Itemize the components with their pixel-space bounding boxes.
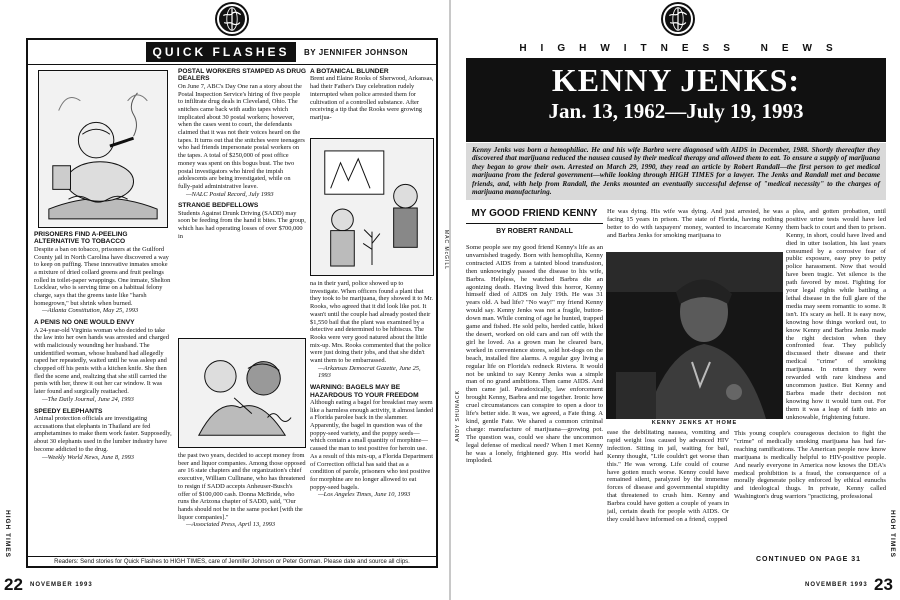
story-text: A 24-year-old Virginia woman who decided to take the law into her own hands was arrested and charged with maliciously wounding her husband. The unidentified woman, whose husband had allegedly raped her repeatedly, waited until he was asleep and chopped off his penis with a kitchen knife. She then fled the scene and, realizing that she still carried the penis with her, threw it out her car window. It was later found and surgically reattached. [34, 326, 169, 396]
side-brand: HIGH TIMES [889, 510, 896, 558]
quick-flashes-column-2 [178, 68, 306, 336]
article-text: He was dying. His wife was dying. And just arrested, he was facing 15 years in prison. The state of Florida, having nothing better to do with taxpayers' money, wanted to incarcerate Kenny and Barbra Jenks for smoking marijuana to [607, 208, 783, 239]
photo-credit: ANDY SHUNACK [455, 390, 461, 442]
story-source: —NALC Postal Record, July 1993 [186, 190, 274, 198]
story-text: Animal protection officials are investigating accusations that elephants in Thailand are fed amphetamines to make them work faster. Supposedly, about 30 elephants used in the lumber industry have become addicted to the drug. [34, 414, 172, 453]
header-rule [28, 64, 436, 65]
issue-month: NOVEMBER 1993 [30, 582, 93, 588]
story-byline: BY ROBERT RANDALL [496, 228, 573, 235]
story-headline: STRANGE BEDFELLOWS [178, 202, 259, 210]
section-byline: BY JENNIFER JOHNSON [304, 48, 409, 57]
story-source: —Weekly World News, June 8, 1993 [42, 453, 135, 461]
article-text: ease the debilitating nausea, vomiting and rapid weight loss caused by advanced HIV infection. Sitting in jail, waiting for bail, Kenny thought, "Life couldn't get worse than this." He was wrong. Life could of course have gotten much worse. Kenny could have remained silent, paralyzed by the immense forces of disease and governmental stupidity that threatened to crush him. Kenny and Barbra could have gotten a couple of years in jail, certain death for people with AIDS. Or they could have informed on a friend, copped [607, 429, 729, 523]
article-text: Some people see my good friend Kenny's life as an unvarnished tragedy. Born with hemophilia, Kenny contracted AIDS from a tainted blood transfusion, then unknowingly passed the disease to his wife, Barbra. Helpless, he watched Barbra die an agonizing death. Having lived this horror, Kenny himself died of AIDS on July 19th. He was 31 years old. A bad life? "No way!" my friend Kenny would say. Kenny Jenks was not a fragile, button-down man. While coming of age he hunted, trapped game and fished. He sold pelts, herded cattle, hiked the desert, worked on old cars and ran off with the girl he loved. As a grown man he cleared bars, worked in convenience stores, sold hot-dogs on the beach, installed fire alarms. A regular guy living a regular life on Florida's redneck Riviera. It would not be unkind to say Kenny Jenks was a simple man of no grand ambitions. Then came AIDS. And then came jail. Paradoxically, law enforcement brought Kenny, Barbra and me together. Ironic how cruel circumstances can conspire to open a door to life's better side. It was, we agreed, a Fate thing. A kind, gentle Fate. We shared a common criminal charge: manufacture of marijuana—growing pot. The question was, could we share the uncommon legal defense of medical need? When I met Kenny he was a lonely, frightened guy. His world had imploded. [466, 244, 603, 465]
story-source: —Arkansas Democrat Gazette, June 25, 1993 [318, 364, 421, 380]
story-headline: POSTAL WORKERS STAMPED AS DRUG DEALERS [178, 68, 306, 83]
headline-dates: Jan. 13, 1962—July 19, 1993 [548, 99, 804, 123]
globe-icon [663, 4, 693, 34]
story-source: —The Daily Journal, June 24, 1993 [42, 395, 134, 403]
article-text: a plea, and gotten probation, until positive urine tests would have led them back to court and then to prison. Kenny, in short, could have lived and died in utter isolation, his last years consumed by a corrosive fear of public exposure, easy prey to petty police harassment. Now that would have been tragic. Yet silence is the path favored by most. Fighting for your legal rights while battling a lethal disease in the full glare of the media may seem romantic to some. It isn't. It's scary as hell. It is easy now, knowing how things worked out, to know Kenny and Barbra Jenks made the right decision when they confronted fear. They publicly discussed their disease and their medical "crime" of smoking marijuana. In return they were rewarded with rare kindness and uncommon justice. But Kenny and Barbra made their decision not knowing how it would turn out. For them it was a leap of faith into an unknowable, frightening future. [786, 208, 886, 421]
couple-illustration [178, 338, 306, 448]
page-gutter [449, 0, 451, 600]
page-number: 23 [874, 575, 893, 594]
story-title: MY GOOD FRIEND KENNY [471, 208, 598, 219]
quick-flashes-column-1 [34, 231, 172, 554]
headline-block [466, 58, 886, 142]
story-text: na in their yard, police showed up to investigate. When officers found a plant that they took to be marijuana, they showed it to Mr. Rooks, who agreed that it did look like pot. It wasn't until the couple had already posted their $1,550 bail that the plant was examined by a detective and determined to be hibiscus. The Rooks were very good natured about the little mix-up. Mrs. Rooks commented that the police were just doing their jobs, and that she didn't want them to be embarrassed. [310, 280, 433, 365]
continued-notice: CONTINUED ON PAGE 31 [756, 556, 862, 563]
article-column-3b [734, 430, 886, 553]
title-rule [466, 223, 603, 224]
story-text: Despite a ban on tobacco, prisoners at the Guilford County jail in North Carolina have discovered a way to keep on puffing. These innovative inmates smoke a mixture of dried collard greens and fruit peelings rolled in toilet-paper wrappings. One inmate, Shelton Locklear, who is serving time on a habitual felony charge, says that the greens taste like "harsh homegrown," but shrink when burned. [34, 245, 171, 307]
globe-icon [217, 4, 247, 34]
article-column-1 [466, 244, 603, 564]
story-text: Although eating a bagel for breakfast may seem like a harmless enough activity, it almost landed a Florida parolee back in the slammer. Apparently, the bagel in question was of the poppy-seed variety, and the poppy seeds—which contain a small quantity of morphine—caused the man to test positive for heroin use. As a result of this mix-up, a Florida Department of Correction official has said that as a condition of parole, prisoners who test positive for morphine are no longer allowed to eat poppy-seed bagels. [310, 398, 434, 491]
intro-paragraph: Kenny Jenks was born a hemophiliac. He and his wife Barbra were diagnosed with AIDS in December, 1988. Shortly thereafter they discovered that marijuana reduced the nausea caused by their medical therapy and allowed them to eat. To ensure a supply of marijuana they began to grow their own. Arrested on March 29, 1990, they read an article by Robert Randall—the first person to get medical marijuana from the federal government—while looking through HIGH TIMES for a lawyer. The Jenks and Randall met and became friends, and, with help from Randall, the Jenks mounted an eventually successful defense of "medical necessity" to the charges of marijuana manufacturing. [466, 143, 886, 200]
story-headline: SPEEDY ELEPHANTS [34, 407, 103, 415]
section-kicker: HIGHWITNESS NEWS [519, 43, 847, 54]
quick-flashes-column-3 [310, 68, 434, 136]
story-source: —Los Angeles Times, June 10, 1993 [318, 491, 411, 499]
quick-flashes-column-2-continued [178, 452, 306, 554]
police-plant-illustration [310, 138, 434, 276]
story-text: Students Against Drunk Driving (SADD) may soon be feeding from the hand it bites. The group, which has had operating losses of over $700,000 in [178, 209, 306, 240]
article-column-3a [786, 208, 886, 430]
page-number: 22 [4, 575, 23, 594]
section-title: QUICK FLASHES [146, 42, 296, 62]
story-headline: WARNING: BAGELS MAY BE HAZARDOUS TO YOUR FREEDOM [310, 384, 419, 399]
story-headline: PRISONERS FIND A-PEELING ALTERNATIVE TO TOBACCO [34, 231, 128, 246]
article-text: This young couple's courageous decision to fight the "crime" of medically smoking marijuana has had far-reaching ramifications. The American people now know marijuana is medically helpful to HIV-positive people. And nearly everyone in America now knows the DEA's medical prohibition is a fraud, the consequence of a morally degenerate policy enforced by ethical eunuchs and ideological thugs. In private, Kenny called Washington's drug warriors "practicing, professional [734, 430, 886, 501]
reader-submission-note: Readers: Send stories for Quick Flashes to HIGH TIMES, care of Jennifer Johnson or Peter Gorman. Please date and source all clips. [54, 559, 410, 565]
prisoner-smoking-illustration [38, 70, 168, 228]
quick-flashes-column-3-continued [310, 280, 434, 554]
article-column-2b [607, 429, 729, 560]
issue-month: NOVEMBER 1993 [805, 582, 868, 588]
kenny-jenks-photo [606, 252, 783, 419]
photo-caption: KENNY JENKS AT HOME [651, 420, 738, 426]
footer-rule [28, 556, 436, 557]
story-source: —Associated Press, April 13, 1993 [186, 521, 276, 529]
story-text: On June 7, ABC's Day One ran a story about the Postal Inspection Service's hiring of five people to infiltrate drug deals in Cleveland, Ohio. The snitches came back with audio tapes which implicated about 30 postal workers; however, when the cases went to court, the defendants claimed that it was not their voices heard on the tapes. It turns out that the snitches were teenagers who had friends impersonate postal workers on the tapes. A total of $250,000 of post office money was spent on this bogus bust. The two postal investigators who hired the impish adolescents are being investigated, while on fully-paid administrative leave. [178, 82, 305, 190]
illustrator-credit: MAC McGILL [443, 230, 449, 271]
story-headline: A PENIS NO ONE WOULD ENVY [34, 319, 135, 327]
story-text: the past two years, decided to accept money from beer and liquor companies. Among those opposed are 16 state chapters and the organization's chief executive, William Cullinane, who has threatened to resign if SADD accepts Anheuser-Busch's offer of $100,000 cash. Donna McBride, who runs the Arizona chapter of SADD, said, "Our hands should not be in the same pocket [with the liquor companies]." [178, 452, 306, 521]
story-headline: A BOTANICAL BLUNDER [310, 68, 389, 75]
side-brand: HIGH TIMES [4, 510, 11, 558]
article-column-2a [607, 208, 783, 250]
headline: KENNY JENKS: [551, 62, 801, 98]
story-source: —Atlanta Constitution, May 25, 1993 [42, 307, 139, 315]
story-text: Brent and Elaine Rooks of Sherwood, Arkansas, had their Father's Day celebration rudely interrupted when police arrested them for cultivation of a controlled substance. After receiving a tip that the Rooks were growing marijua- [310, 75, 434, 121]
